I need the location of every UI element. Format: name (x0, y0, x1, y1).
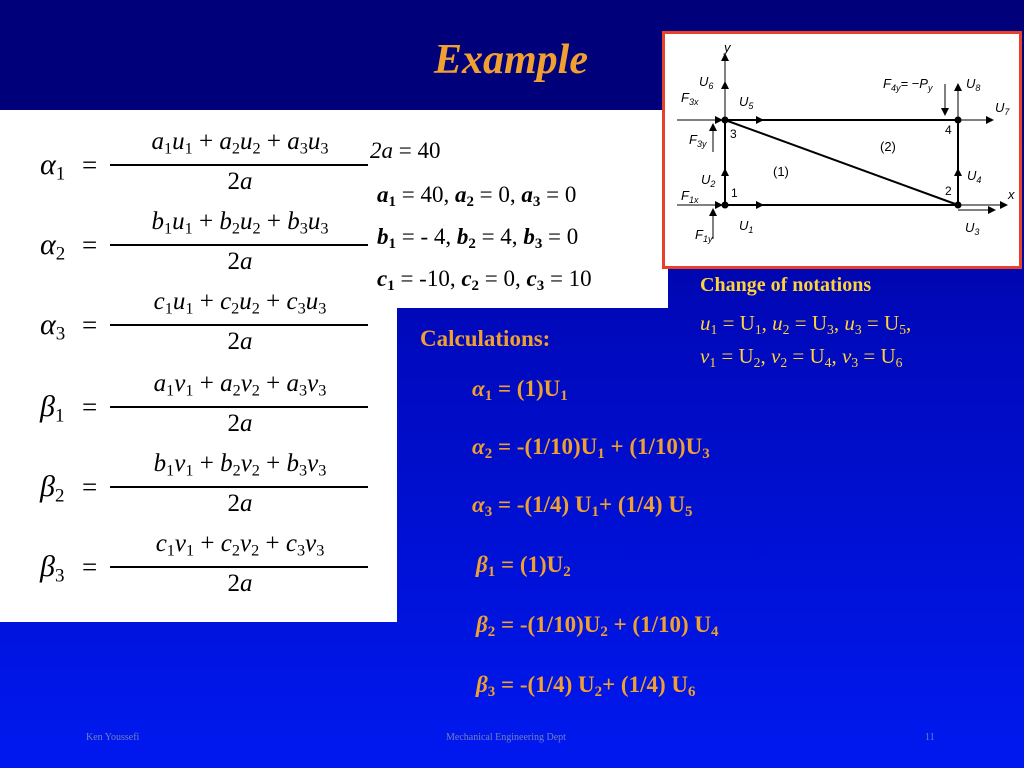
formula-lhs: $\alpha_3$ (40, 308, 66, 345)
given-a-coefficients: $a_1 = 40$, $a_2 = 0$, $a_3 = 0$ (377, 182, 577, 211)
formula-equals: = (82, 230, 98, 260)
formula-beta-2 (40, 450, 390, 520)
formula-numerator: $b_1v_1 + b_2v_2 + b_3v_3$ (153, 450, 327, 480)
given-b-coefficients: $b_1$ = - 4, $b_2 = 4$, $b_3 = 0$ (377, 224, 579, 253)
label-U6: $U_6$ (699, 74, 714, 91)
fraction-bar (110, 566, 368, 568)
footer-page-number: 11 (925, 732, 935, 743)
fraction-bar (110, 486, 368, 488)
given-area: 2a = 40 (370, 138, 441, 163)
formula-alpha-2 (40, 208, 390, 278)
element-diagonal (725, 120, 958, 205)
node-label-1: 1 (731, 186, 738, 200)
formula-denominator: 2a (227, 410, 253, 437)
label-F3y: $F_{3y}$ (689, 132, 707, 149)
fraction-bar (110, 164, 368, 166)
element-label-2: (2) (880, 139, 896, 154)
formula-denominator: 2a (227, 328, 253, 355)
formula-lhs: $\alpha_2$ (40, 228, 66, 265)
x-axis-label: x (1008, 187, 1015, 202)
element-diagram-svg (665, 34, 1019, 266)
y-axis-label: y (724, 40, 731, 55)
formula-equals: = (82, 392, 98, 422)
formula-numerator: $c_1u_1 + c_2u_2 + c_3u_3$ (153, 288, 327, 318)
formula-equals: = (82, 552, 98, 582)
label-U2: $U_2$ (701, 172, 716, 189)
label-F1x: $F_{1x}$ (681, 188, 699, 205)
calc-row-beta-3: $\beta_3 = -(1/4)$ $U_2+ (1/4)$ $U_6$ (476, 672, 696, 701)
formula-beta-3 (40, 530, 390, 600)
label-F4y: $F_{4y}= -P_y$ (883, 76, 933, 93)
formula-numerator: $a_1u_1 + a_2u_2 + a_3u_3$ (151, 128, 329, 158)
label-U3: $U_3$ (965, 220, 980, 237)
element-diagram (662, 31, 1022, 269)
footer-department: Mechanical Engineering Dept (446, 732, 566, 743)
formula-beta-1 (40, 370, 390, 440)
label-F3x: $F_{3x}$ (681, 90, 699, 107)
element-label-1: (1) (773, 164, 789, 179)
formula-denominator: 2a (227, 570, 253, 597)
formula-alpha-3 (40, 288, 390, 358)
calc-row-alpha-1: $\alpha_1 = (1)U_1$ (472, 376, 568, 405)
notation-line-u: $u_1 = U_1$, $u_2 = U_3$, $u_3 = U_5$, (700, 311, 912, 337)
label-F1y: $F_{1y}$ (695, 227, 713, 244)
notation-line-v: $v_1 = U_2$, $v_2 = U_4$, $v_3 = U_6$ (700, 344, 903, 370)
formula-equals: = (82, 472, 98, 502)
formula-numerator: $b_1u_1 + b_2u_2 + b_3u_3$ (151, 208, 329, 238)
given-c-coefficients: $c_1 = -10$, $c_2 = 0$, $c_3 = 10$ (377, 266, 592, 295)
formula-numerator: $a_1v_1 + a_2v_2 + a_3v_3$ (153, 370, 327, 400)
notation-heading: Change of notations (700, 274, 872, 296)
fraction-bar (110, 324, 368, 326)
calc-row-alpha-3: $\alpha_3 = -(1/4)$ $U_1+ (1/4)$ $U_5$ (472, 492, 693, 521)
calc-row-alpha-2: $\alpha_2 = -(1/10)U_1 + (1/10)U_3$ (472, 434, 710, 463)
fraction-bar (110, 244, 368, 246)
node-label-3: 3 (730, 127, 737, 141)
slide-title: Example (434, 37, 588, 83)
label-U5: $U_5$ (739, 94, 754, 111)
calc-row-beta-1: $\beta_1 = (1)U_2$ (476, 552, 571, 581)
calculations-heading: Calculations: (420, 326, 551, 351)
formula-numerator: $c_1v_1 + c_2v_2 + c_3v_3$ (155, 530, 325, 560)
calc-row-beta-2: $\beta_2 = -(1/10)U_2 + (1/10)$ $U_4$ (476, 612, 719, 641)
label-U8: $U_8$ (966, 76, 981, 93)
label-U4: $U_4$ (967, 168, 982, 185)
formula-equals: = (82, 310, 98, 340)
label-U7: $U_7$ (995, 100, 1010, 117)
formula-lhs: $\beta_1$ (40, 390, 65, 427)
node-label-4: 4 (945, 123, 952, 137)
formula-lhs: $\beta_2$ (40, 470, 65, 507)
node-label-2: 2 (945, 184, 952, 198)
footer-author: Ken Youssefi (86, 732, 140, 743)
formula-lhs: $\alpha_1$ (40, 148, 66, 185)
formula-lhs: $\beta_3$ (40, 550, 65, 587)
formula-equals: = (82, 150, 98, 180)
label-U1: $U_1$ (739, 218, 754, 235)
formula-denominator: 2a (227, 490, 253, 517)
formula-denominator: 2a (227, 248, 253, 275)
formula-denominator: 2a (227, 168, 253, 195)
fraction-bar (110, 406, 368, 408)
formula-alpha-1 (40, 128, 390, 198)
